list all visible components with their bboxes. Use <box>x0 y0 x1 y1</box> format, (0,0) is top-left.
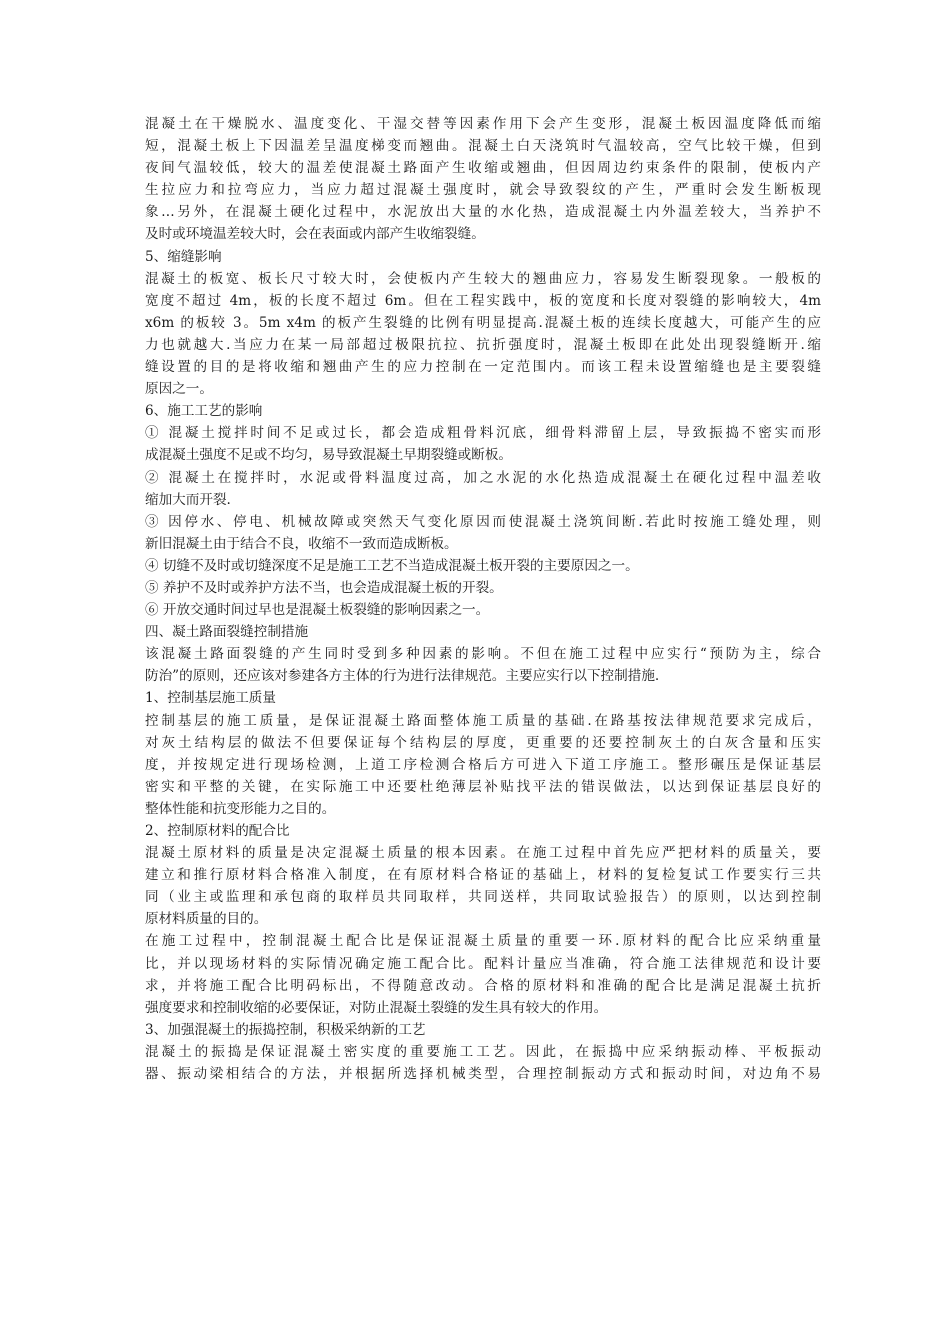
text-line: 原材料质量的目的。 <box>145 911 268 928</box>
text-line: ③ 因停水、停电、机械故障或突然天气变化原因而使混凝土浇筑间断.若此时按施工缝处理，则 <box>145 513 821 530</box>
text-line: 成混凝土强度不足或不均匀，易导致混凝土早期裂缝或断板。 <box>145 447 513 464</box>
text-line: 度，并按规定进行现场检测，上道工序检测合格后方可进入下道工序施工。整形碾压是保证基层 <box>145 756 821 773</box>
text-line: 混凝土在干燥脱水、温度变化、干湿交替等因素作用下会产生变形，混凝土板因温度降低而缩 <box>145 116 821 132</box>
text-line: 短，混凝土板上下因温差呈温度梯变而翘曲。混凝土白天浇筑时气温较高，空气比较干燥，但到 <box>145 138 821 155</box>
text-line: 控制基层的施工质量，是保证混凝土路面整体施工质量的基础.在路基按法律规范要求完成后， <box>145 712 821 729</box>
text-line: 整体性能和抗变形能力之目的。 <box>145 800 336 817</box>
text-line: 3、加强混凝土的振捣控制，积极采纳新的工艺 <box>145 1021 426 1038</box>
text-line: 原因之一。 <box>145 381 213 398</box>
text-line: 宽度不超过 4m，板的长度不超过 6m。但在工程实践中，板的宽度和长度对裂缝的影响较大，4m <box>145 292 821 309</box>
text-line: 强度要求和控制收缩的必要保证，对防止混凝土裂缝的发生具有较大的作用。 <box>145 999 608 1016</box>
text-line: 象…另外，在混凝土硬化过程中，水泥放出大量的水化热，造成混凝土内外温差较大，当养护不 <box>145 204 821 221</box>
text-line: 6、施工工艺的影响 <box>145 403 263 420</box>
text-line: 对灰土结构层的做法不但要保证每个结构层的厚度，更重要的还要控制灰土的白灰含量和压实 <box>145 734 821 751</box>
text-line: 生拉应力和拉弯应力，当应力超过混凝土强度时，就会导致裂纹的产生，严重时会发生断板现 <box>145 182 821 199</box>
text-line: 密实和平整的关键，在实际施工中还要杜绝薄层补贴找平法的错误做法，以达到保证基层良好的 <box>145 778 821 795</box>
text-line: ⑤ 养护不及时或养护方法不当，也会造成混凝土板的开裂。 <box>145 579 503 596</box>
text-line: 力也就越大.当应力在某一局部超过极限抗拉、抗折强度时，混凝土板即在此处出现裂缝断开.缩 <box>145 336 821 353</box>
text-line: 5、缩缝影响 <box>145 248 222 265</box>
text-line: ⑥ 开放交通时间过早也是混凝土板裂缝的影响因素之一。 <box>145 602 490 619</box>
text-line: 四、凝土路面裂缝控制措施 <box>145 624 309 641</box>
text-line: 1、控制基层施工质量 <box>145 690 276 707</box>
text-line: 夜间气温较低，较大的温差使混凝土路面产生收缩或翘曲，但因周边约束条件的限制，使板内产 <box>145 160 821 177</box>
text-line: 混凝土的振捣是保证混凝土密实度的重要施工工艺。因此，在振捣中应采纳振动棒、平板振动 <box>145 1043 821 1060</box>
text-line: 2、控制原材料的配合比 <box>145 823 290 839</box>
text-line: 混凝土的板宽、板长尺寸较大时，会使板内产生较大的翘曲应力，容易发生断裂现象。一般板的 <box>145 270 821 287</box>
text-line: 器、振动梁相结合的方法，并根据所选择机械类型，合理控制振动方式和振动时间，对边角不易 <box>145 1066 821 1083</box>
text-line: x6m 的板较 3。5m x4m 的板产生裂缝的比例有明显提高.混凝土板的连续长度越大，可能产生的应 <box>145 314 821 331</box>
text-line: ④ 切缝不及时或切缝深度不足是施工工艺不当造成混凝土板开裂的主要原因之一。 <box>145 557 639 574</box>
text-line: 防治”的原则，还应该对参建各方主体的行为进行法律规范。主要应实行以下控制措施. <box>145 668 660 685</box>
text-line: 同（业主或监理和承包商的取样员共同取样，共同送样，共同取试验报告）的原则，以达到控制 <box>145 889 821 906</box>
text-line: 混凝土原材料的质量是决定混凝土质量的根本因素。在施工过程中首先应严把材料的质量关，要 <box>145 845 821 862</box>
text-line: 建立和推行原材料合格准入制度，在有原材料合格证的基础上，材料的复检复试工作要实行三共 <box>145 867 821 884</box>
text-line: ① 混凝土搅拌时间不足或过长，都会造成粗骨料沉底，细骨料滞留上层，导致振捣不密实而形 <box>145 425 821 442</box>
text-line: 求，并将施工配合比明码标出，不得随意改动。合格的原材料和准确的配合比是满足混凝土抗折 <box>145 977 821 994</box>
text-line: 缝设置的目的是将收缩和翘曲产生的应力控制在一定范围内。而该工程未设置缩缝也是主要裂缝 <box>145 359 821 376</box>
text-line: 缩加大而开裂. <box>145 491 231 508</box>
text-line: 在施工过程中，控制混凝土配合比是保证混凝土质量的重要一环.原材料的配合比应采纳重量 <box>145 933 821 950</box>
text-line: 及时或环境温差较大时，会在表面或内部产生收缩裂缝。 <box>145 226 485 243</box>
text-line: 比，并以现场材料的实际情况确定施工配合比。配料计量应当准确，符合施工法律规范和设计要 <box>145 955 821 972</box>
text-line: 该混凝土路面裂缝的产生同时受到多种因素的影响。不但在施工过程中应实行“预防为主，综合 <box>145 646 821 663</box>
text-line: 新旧混凝土由于结合不良，收缩不一致而造成断板。 <box>145 535 458 552</box>
document-body <box>145 113 821 1085</box>
text-line: ② 混凝土在搅拌时，水泥或骨料温度过高，加之水泥的水化热造成混凝土在硬化过程中温差收 <box>145 469 821 486</box>
